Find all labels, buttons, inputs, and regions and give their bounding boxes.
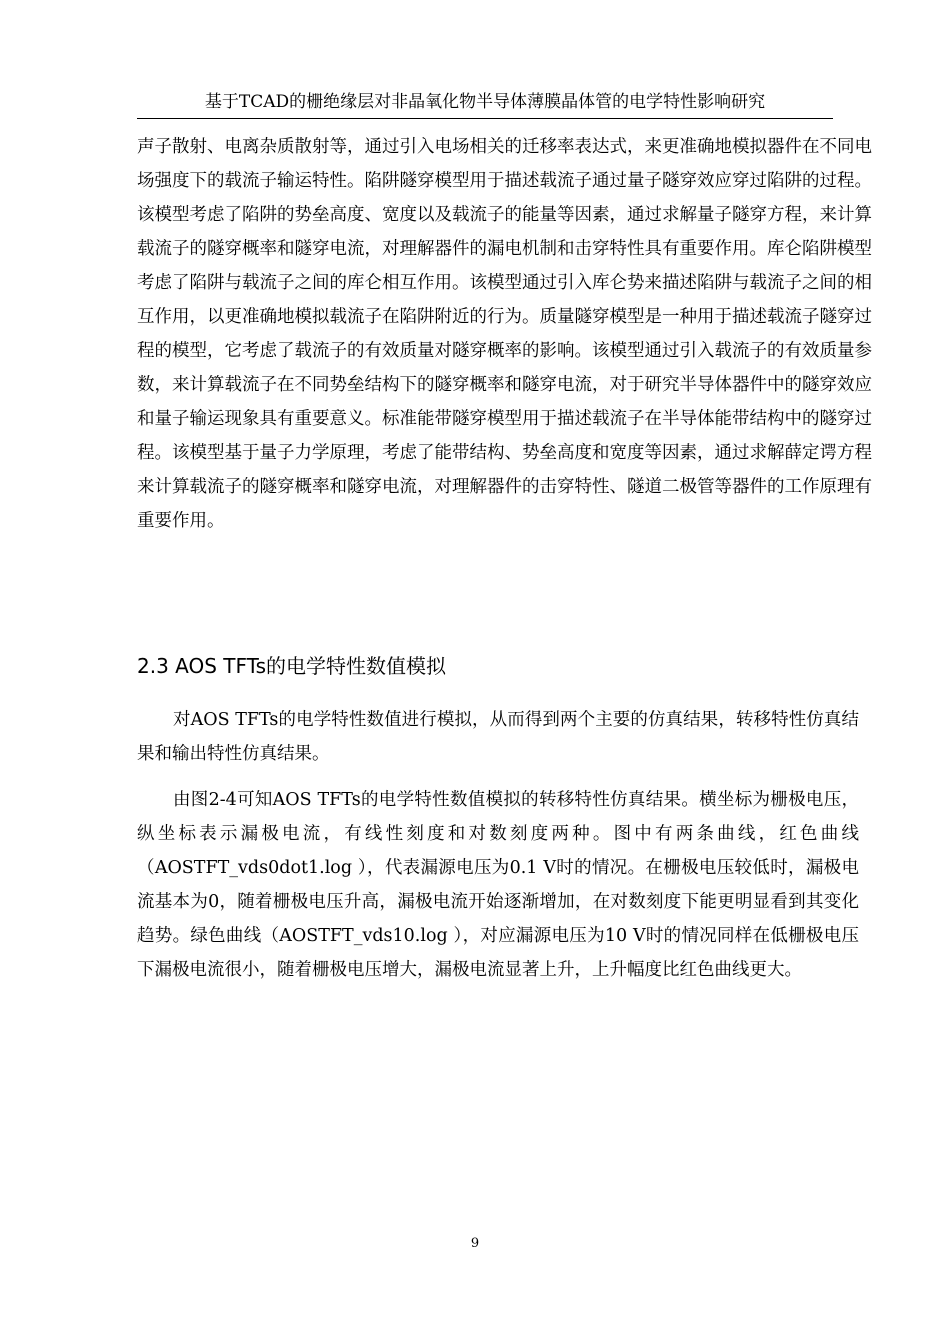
body-paragraph-transfer-results: 由图2-4可知AOS TFTs的电学特性数值模拟的转移特性仿真结果。横坐标为栅极电压，纵坐标表示漏极电流，有线性刻度和对数刻度两种。图中有两条曲线，红色曲线（AOSTFT_vds0dot1.log ），代表漏源电压为0.1 V时的情况。在栅极电压较低时，漏极电流基本为0，随着栅极电压升高，漏极电流开始逐渐增加，在对数刻度下能更明显看到其变化趋势。绿色曲线（AOSTFT_vds10.log ），对应漏源电压为10 V时的情况同样在低栅极电压下漏极电流很小，随着栅极电压增大，漏极电流显著上升，上升幅度比红色曲线更大。 [137,790,859,980]
running-header: 基于TCAD的栅绝缘层对非晶氧化物半导体薄膜晶体管的电学特性影响研究 [137,88,833,119]
section-heading: 2.3 AOS TFTs的电学特性数值模拟 [137,654,446,678]
body-paragraph-simulation-intro: 对AOS TFTs的电学特性数值进行模拟，从而得到两个主要的仿真结果，转移特性仿真结果和输出特性仿真结果。 [137,710,859,764]
body-paragraph-tunneling-models: 声子散射、电离杂质散射等，通过引入电场相关的迁移率表达式，来更准确地模拟器件在不同电场强度下的载流子输运特性。陷阱隧穿模型用于描述载流子通过量子隧穿效应穿过陷阱的过程。该模型考虑了陷阱的势垒高度、宽度以及载流子的能量等因素，通过求解量子隧穿方程，来计算载流子的隧穿概率和隧穿电流，对理解器件的漏电机制和击穿特性具有重要作用。库仑陷阱模型考虑了陷阱与载流子之间的库仑相互作用。该模型通过引入库仑势来描述陷阱与载流子之间的相互作用，以更准确地模拟载流子在陷阱附近的行为。质量隧穿模型是一种用于描述载流子隧穿过程的模型，它考虑了载流子的有效质量对隧穿概率的影响。该模型通过引入载流子的有效质量参数，来计算载流子在不同势垒结构下的隧穿概率和隧穿电流，对于研究半导体器件中的隧穿效应和量子输运现象具有重要意义。标准能带隧穿模型用于描述载流子在半导体能带结构中的隧穿过程。该模型基于量子力学原理，考虑了能带结构、势垒高度和宽度等因素，通过求解薛定谔方程来计算载流子的隧穿概率和隧穿电流，对理解器件的击穿特性、隧道二极管等器件的工作原理有重要作用。 [137,137,872,531]
page-number: 9 [470,1236,480,1251]
